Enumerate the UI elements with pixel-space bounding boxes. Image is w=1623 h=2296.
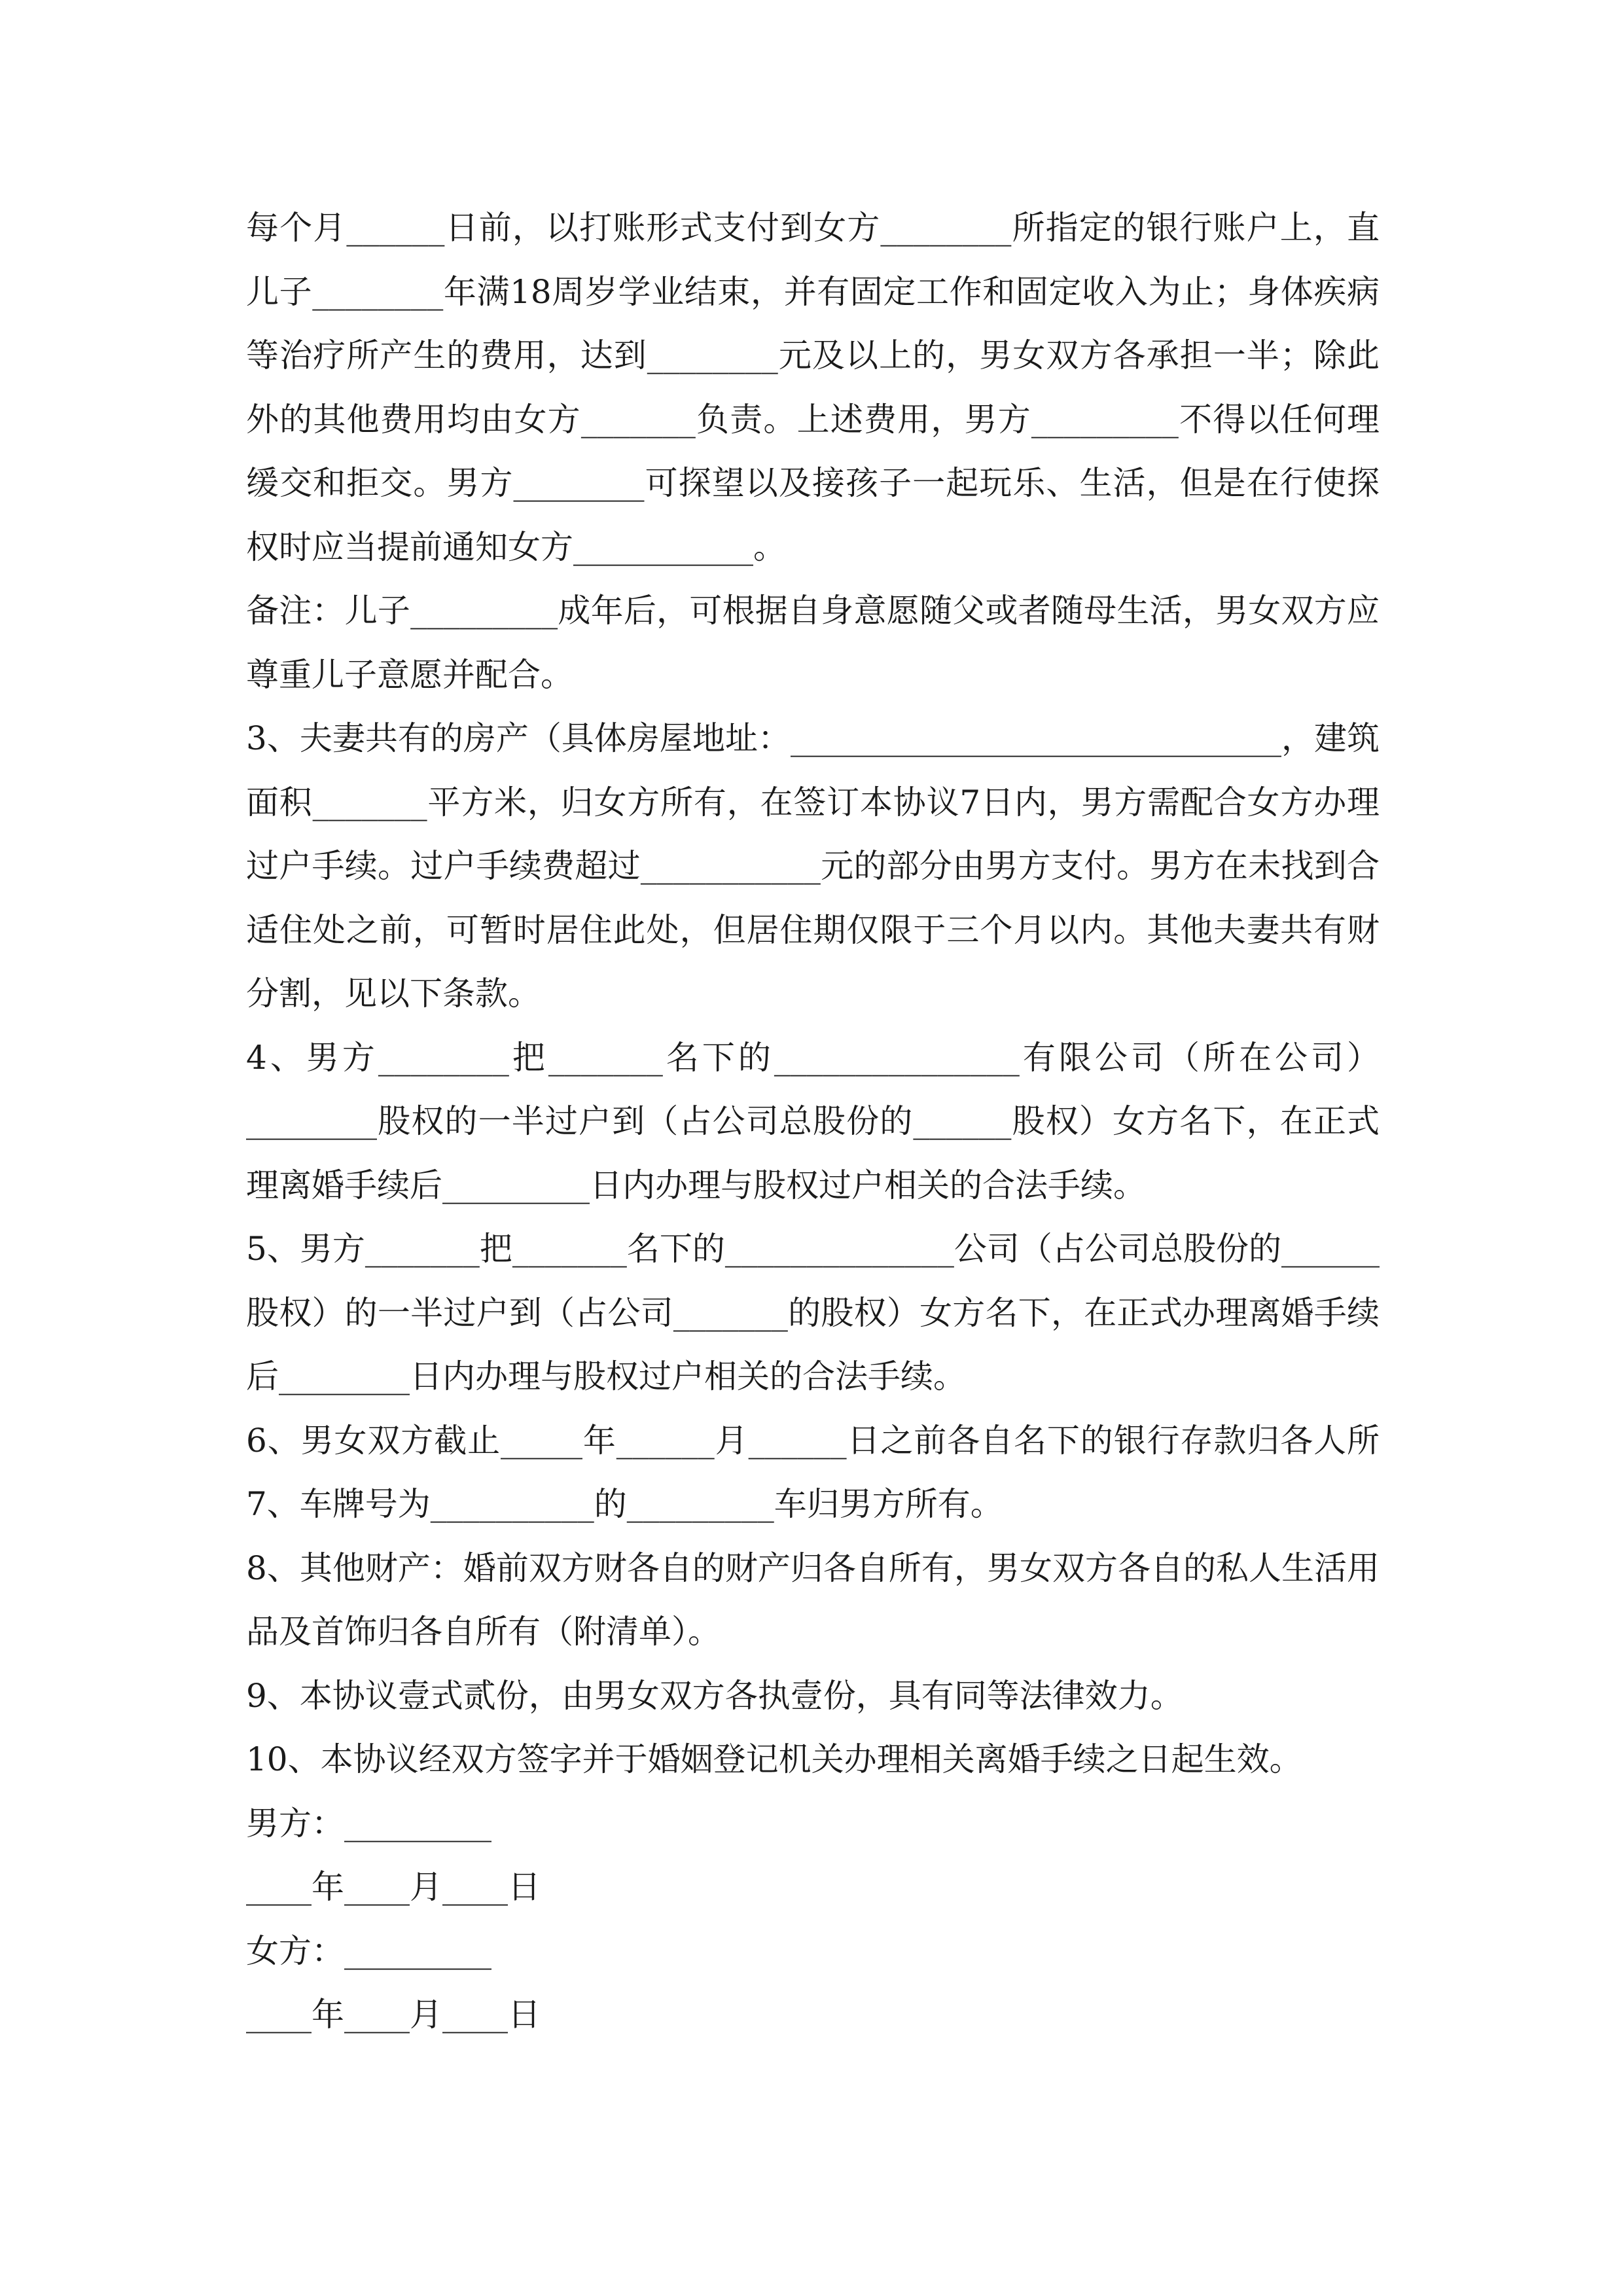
text-line: 外的其他费用均由女方_______负责。上述费用，男方_________不得以任何理 bbox=[246, 400, 1380, 439]
clause-9-line: 9、本协议壹式贰份，由男女双方各执壹份，具有同等法律效力。 bbox=[246, 1676, 1183, 1715]
clause-3-line: 过户手续。过户手续费超过___________元的部分由男方支付。男方在未找到合 bbox=[246, 847, 1380, 885]
clause-10-line: 10、本协议经双方签字并于婚姻登记机关办理相关离婚手续之日起生效。 bbox=[246, 1740, 1302, 1778]
clause-5-line: 后________日内办理与股权过户相关的合法手续。 bbox=[246, 1357, 966, 1395]
clause-7-line: 7、车牌号为__________的_________车归男方所有。 bbox=[246, 1485, 1003, 1523]
document-body bbox=[246, 196, 1380, 2047]
male-signature-line: 男方：_________ bbox=[246, 1804, 491, 1842]
text-line: 权时应当提前通知女方___________。 bbox=[246, 528, 786, 566]
female-date-line: ____年____月____日 bbox=[246, 1996, 541, 2034]
clause-3-line: 适住处之前，可暂时居住此处，但居住期仅限于三个月以内。其他夫妻共有财 bbox=[246, 910, 1380, 949]
clause-6-line: 6、男女双方截止_____年______月______日之前各自名下的银行存款归各人所 bbox=[246, 1421, 1380, 1460]
clause-5-line: 股权）的一半过户到（占公司_______的股权）女方名下，在正式办理离婚手续 bbox=[246, 1293, 1380, 1332]
text-line: 每个月______日前，以打账形式支付到女方________所指定的银行账户上，直 bbox=[246, 209, 1380, 247]
female-signature-line: 女方：_________ bbox=[246, 1931, 491, 1970]
male-date-line: ____年____月____日 bbox=[246, 1868, 541, 1906]
note-line: 备注：儿子_________成年后，可根据自身意愿随父或者随母生活，男女双方应 bbox=[246, 592, 1380, 630]
clause-4-line: 4、男方________把_______名下的_______________有限公司（所在公司） bbox=[246, 1038, 1380, 1077]
clause-8-line: 8、其他财产：婚前双方财各自的财产归各自所有，男女双方各自的私人生活用 bbox=[246, 1549, 1380, 1587]
clause-3-line: 分割，见以下条款。 bbox=[246, 975, 541, 1013]
clause-4-line: ________股权的一半过户到（占公司总股份的______股权）女方名下，在正式 bbox=[246, 1102, 1380, 1140]
text-line: 缓交和拒交。男方________可探望以及接孩子一起玩乐、生活，但是在行使探 bbox=[246, 464, 1380, 502]
clause-4-line: 理离婚手续后_________日内办理与股权过户相关的合法手续。 bbox=[246, 1166, 1146, 1204]
clause-3-line: 3、夫妻共有的房产（具体房屋地址：______________________________，建筑 bbox=[246, 719, 1380, 757]
clause-8-line: 品及首饰归各自所有（附清单）。 bbox=[246, 1613, 721, 1651]
text-line: 儿子________年满18周岁学业结束，并有固定工作和固定收入为止；身体疾病 bbox=[246, 272, 1380, 311]
clause-5-line: 5、男方_______把_______名下的______________公司（占公司总股份的______ bbox=[246, 1230, 1380, 1268]
note-line: 尊重儿子意愿并配合。 bbox=[246, 655, 573, 694]
text-line: 等治疗所产生的费用，达到________元及以上的，男女双方各承担一半；除此 bbox=[246, 336, 1380, 374]
clause-3-line: 面积_______平方米，归女方所有，在签订本协议7日内，男方需配合女方办理 bbox=[246, 783, 1380, 821]
